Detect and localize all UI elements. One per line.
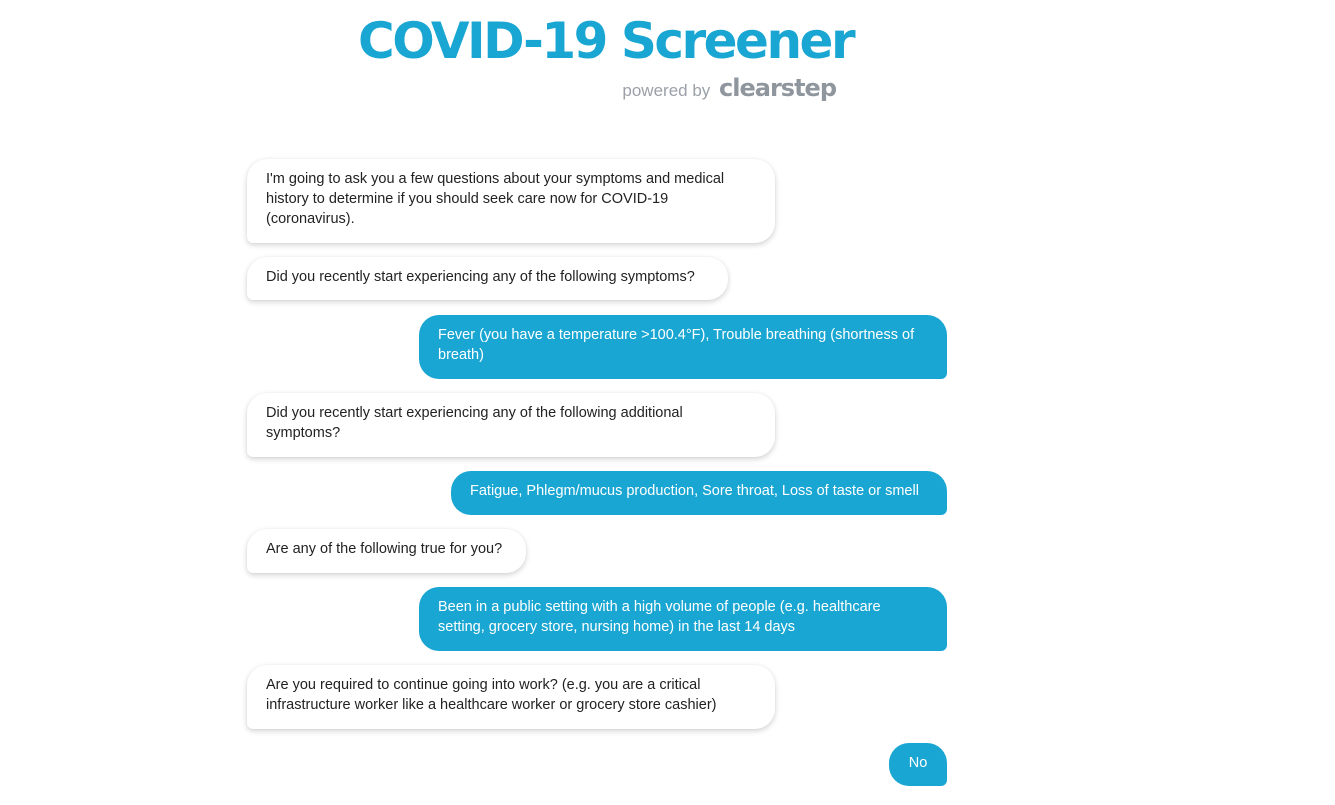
header [358, 10, 854, 102]
bot-message-intro: I'm going to ask you a few questions about your symptoms and medical history to determine if you should seek care now for COVID-19 (coronavirus). [247, 159, 775, 243]
powered-by [622, 74, 836, 102]
bot-message-symptoms-question: Did you recently start experiencing any of the following symptoms? [247, 257, 728, 300]
bot-message-exposure-question: Are any of the following true for you? [247, 529, 526, 573]
bot-message-work-question: Are you required to continue going into work? (e.g. you are a critical infrastructure worker like a healthcare worker or grocery store cashier) [247, 665, 775, 729]
user-message-exposure-answer: Been in a public setting with a high volume of people (e.g. healthcare setting, grocery store, nursing home) in the last 14 days [419, 587, 947, 651]
powered-by-label: powered by [622, 81, 711, 100]
page-title: COVID-19 Screener [358, 12, 854, 70]
bot-message-additional-symptoms-question: Did you recently start experiencing any of the following additional symptoms? [247, 393, 775, 457]
user-message-additional-symptoms-answer: Fatigue, Phlegm/mucus production, Sore throat, Loss of taste or smell [451, 471, 947, 515]
user-message-symptoms-answer: Fever (you have a temperature >100.4°F), Trouble breathing (shortness of breath) [419, 315, 947, 379]
user-message-work-answer: No [889, 743, 947, 786]
brand-logo[interactable]: clearstep [719, 74, 836, 102]
